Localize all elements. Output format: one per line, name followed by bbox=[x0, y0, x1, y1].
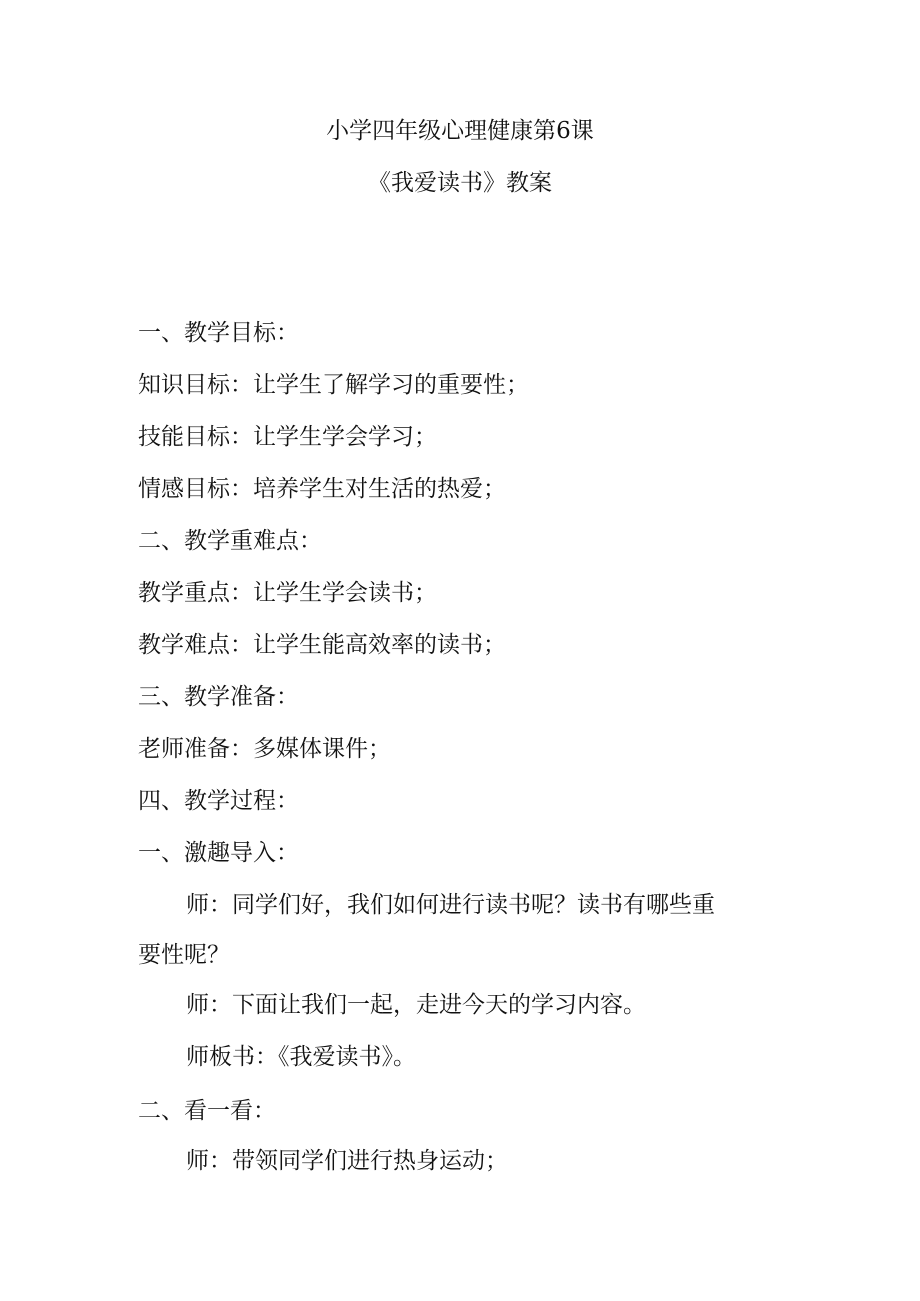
knowledge-objective: 知识目标：让学生了解学习的重要性； bbox=[138, 372, 529, 398]
paragraph-line: 师：同学们好，我们如何进行读书呢？读书有哪些重 bbox=[186, 892, 715, 918]
subsection-heading-intro: 一、激趣导入： bbox=[138, 840, 299, 866]
paragraph-line: 师：带领同学们进行热身运动； bbox=[186, 1148, 508, 1174]
skill-objective: 技能目标：让学生学会学习； bbox=[138, 424, 437, 450]
section-heading-preparation: 三、教学准备： bbox=[138, 684, 299, 710]
document-title: 小学四年级心理健康第6课 bbox=[326, 118, 594, 144]
paragraph-line-continued: 要性呢？ bbox=[138, 942, 230, 968]
key-point: 教学重点：让学生学会读书； bbox=[138, 580, 437, 606]
section-heading-process: 四、教学过程： bbox=[138, 788, 299, 814]
section-heading-objectives: 一、教学目标： bbox=[138, 320, 299, 346]
difficult-point: 教学难点：让学生能高效率的读书； bbox=[138, 632, 506, 658]
section-heading-key-points: 二、教学重难点： bbox=[138, 528, 322, 554]
paragraph-line: 师：下面让我们一起，走进今天的学习内容。 bbox=[186, 992, 646, 1018]
document-subtitle: 《我爱读书》教案 bbox=[368, 170, 552, 196]
paragraph-line: 师板书：《我爱读书》。 bbox=[186, 1044, 416, 1070]
emotion-objective: 情感目标：培养学生对生活的热爱； bbox=[138, 476, 506, 502]
teacher-preparation: 老师准备：多媒体课件； bbox=[138, 736, 391, 762]
subsection-heading-look: 二、看一看： bbox=[138, 1098, 276, 1124]
